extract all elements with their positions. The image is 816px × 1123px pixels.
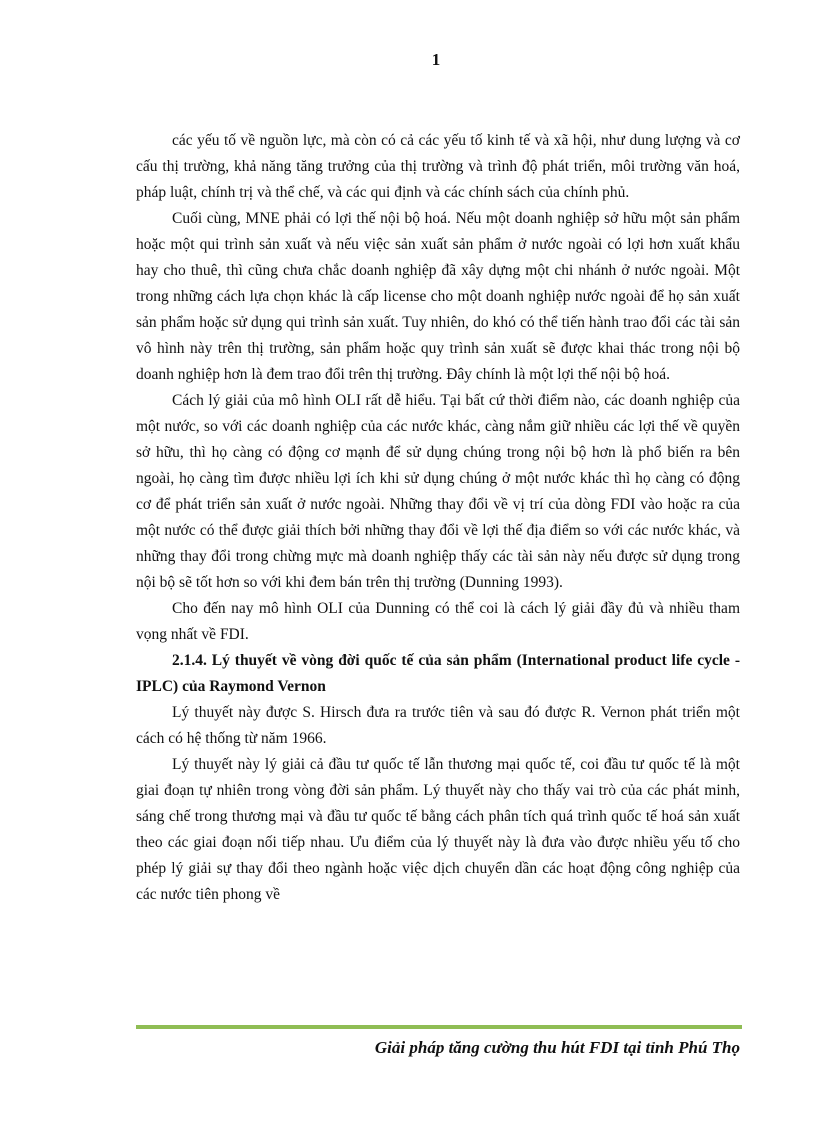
paragraph-continuation: các yếu tố về nguồn lực, mà còn có cả các yếu tố kinh tế và xã hội, như dung lượng và cơ cấu thị trường, khả năng tăng trưởng của thị trường và trình độ phát triển, môi trường văn hoá, pháp luật, chính trị và thể chế, và các qui định và các chính sách của chính phủ. [136,132,740,201]
paragraph-iplc-origin: Lý thuyết này được S. Hirsch đưa ra trước tiên và sau đó được R. Vernon phát triển một cách có hệ thống từ năm 1966. [136,704,740,747]
section-heading-iplc: 2.1.4. Lý thuyết về vòng đời quốc tế của sản phẩm (International product life cycle - IPLC) của Raymond Vernon [136,652,740,695]
page-number: 1 [431,50,441,69]
paragraph-internalization-advantage: Cuối cùng, MNE phải có lợi thế nội bộ hoá. Nếu một doanh nghiệp sở hữu một sản phẩm hoặc một qui trình sản xuất và nếu việc sản xuất sản phẩm ở nước ngoài có lợi hơn xuất khẩu hay cho thuê, thì cũng chưa chắc doanh nghiệp đã xây dựng một chi nhánh ở nước ngoài. Một trong những cách lựa chọn khác là cấp license cho một doanh nghiệp nước ngoài để họ sản xuất sản phẩm hoặc sử dụng qui trình sản xuất. Tuy nhiên, do khó có thể tiến hành trao đổi các tài sản vô hình này trên thị trường, sản phẩm hoặc quy trình sản xuất sẽ được khai thác trong nội bộ doanh nghiệp hơn là đem trao đổi trên thị trường. Đây chính là một lợi thế nội bộ hoá. [136,210,740,383]
footer-divider [136,1025,742,1029]
paragraph-oli-conclusion: Cho đến nay mô hình OLI của Dunning có thể coi là cách lý giải đầy đủ và nhiều tham vọng nhất về FDI. [136,600,740,643]
paragraph-iplc-explanation: Lý thuyết này lý giải cả đầu tư quốc tế lẫn thương mại quốc tế, coi đầu tư quốc tế là một giai đoạn tự nhiên trong vòng đời sản phẩm. Lý thuyết này cho thấy vai trò của các phát minh, sáng chế trong thương mại và đầu tư quốc tế bằng cách phân tích quá trình quốc tế hoá sản xuất theo các giai đoạn nối tiếp nhau. Ưu điểm của lý thuyết này là đưa vào được nhiều yếu tố cho phép lý giải sự thay đổi theo ngành hoặc việc dịch chuyển dần các hoạt động công nghiệp của các nước tiên phong về [136,756,740,903]
document-body [136,128,740,908]
paragraph-oli-explanation: Cách lý giải của mô hình OLI rất dễ hiểu. Tại bất cứ thời điểm nào, các doanh nghiệp của một nước, so với các doanh nghiệp của các nước khác, càng nắm giữ nhiều các lợi thế về quyền sở hữu, thì họ càng có động cơ mạnh để sử dụng chúng trong nội bộ hơn là phổ biến ra bên ngoài, họ càng tìm được nhiều lợi ích khi sử dụng chúng ở một nước khác thì họ càng có động cơ để phát triển sản xuất ở nước ngoài. Những thay đổi về vị trí của dòng FDI vào hoặc ra của một nước có thể được giải thích bởi những thay đổi về lợi thế địa điểm so với các nước khác, và những thay đổi trong chừng mực mà doanh nghiệp thấy các tài sản này nếu được sử dụng trong nội bộ sẽ tốt hơn so với khi đem bán trên thị trường (Dunning 1993). [136,392,740,591]
footer-title: Giải pháp tăng cường thu hút FDI tại tỉnh Phú Thọ [374,1038,740,1057]
